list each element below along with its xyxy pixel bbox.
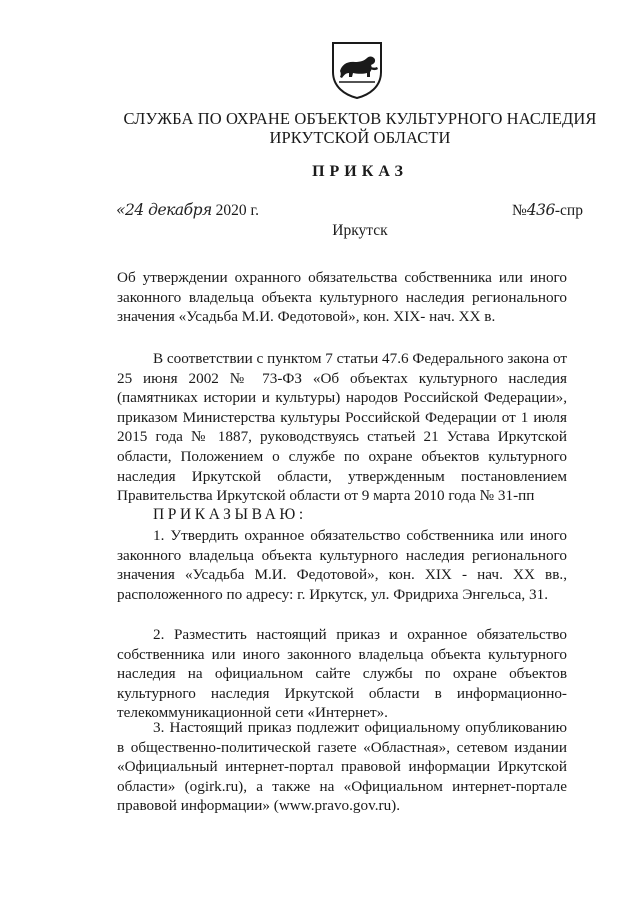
order-year: 2020 г. — [211, 202, 260, 219]
item-1-text: 1. Утвердить охранное обязательство собственника или иного законного владельца объекта культурного наследия регионального значения «Усадьба М.И. Федотовой», кон. XIX - нач. XX вв., расположенного по адресу: г. Иркутск, ул. Фридриха Энгельса, 31. — [117, 527, 567, 603]
organization-line-2: ИРКУТСКОЙ ОБЛАСТИ — [269, 128, 451, 147]
order-subject — [117, 268, 567, 327]
subject-text: Об утверждении охранного обязательства собственника или иного законного владельца объекта культурного наследия регионального значения «Усадьба М.И. Федотовой», кон. XIX- нач. XX в. — [117, 269, 567, 326]
order-item-3 — [117, 718, 567, 816]
order-item-1 — [117, 526, 567, 604]
organization-name — [120, 109, 600, 147]
order-number — [512, 201, 583, 220]
document-type: ПРИКАЗ — [312, 163, 408, 180]
item-3-text: 3. Настоящий приказ подлежит официальному опубликованию в общественно-политической газете «Областная», сетевом издании «Официальный интернет-портал правовой информации Иркутской области» (ogirk.ru), а также на «Официальном интернет-портале правовой информации» (www.pravo.gov.ru). — [117, 719, 567, 815]
order-date — [116, 201, 259, 220]
legal-basis — [117, 349, 567, 506]
city: Иркутск — [332, 222, 388, 239]
number-prefix: № — [512, 202, 527, 219]
organization-line-1: СЛУЖБА ПО ОХРАНЕ ОБЪЕКТОВ КУЛЬТУРНОГО НАСЛЕДИЯ — [123, 109, 597, 128]
handwritten-date: «24 декабря — [116, 201, 212, 219]
order-word: ПРИКАЗЫВАЮ: — [153, 506, 307, 523]
number-suffix: -спр — [554, 202, 583, 219]
basis-text: В соответствии с пунктом 7 статьи 47.6 Федерального закона от 25 июня 2002 № 73-ФЗ «Об объектах культурного наследия (памятниках истории и культуры) народов Российской Федерации», приказом Министерства культуры Российской Федерации от 1 июля 2015 года № 1887, руководствуясь статьей 21 Устава Иркутской области, Положением о службе по охране объектов культурного наследия Иркутской области, утвержденным постановлением Правительства Иркутской области от 9 марта 2010 года № 31-пп — [117, 350, 567, 505]
item-2-text: 2. Разместить настоящий приказ и охранное обязательство собственника или иного законного владельца объекта культурного наследия на официальном сайте службы по охране объектов культурного наследия Иркутской области в информационно-телекоммуникационной сети «Интернет». — [117, 626, 567, 722]
order-item-2 — [117, 625, 567, 723]
handwritten-number: 436 — [526, 201, 555, 219]
coat-of-arms-icon — [329, 40, 385, 100]
